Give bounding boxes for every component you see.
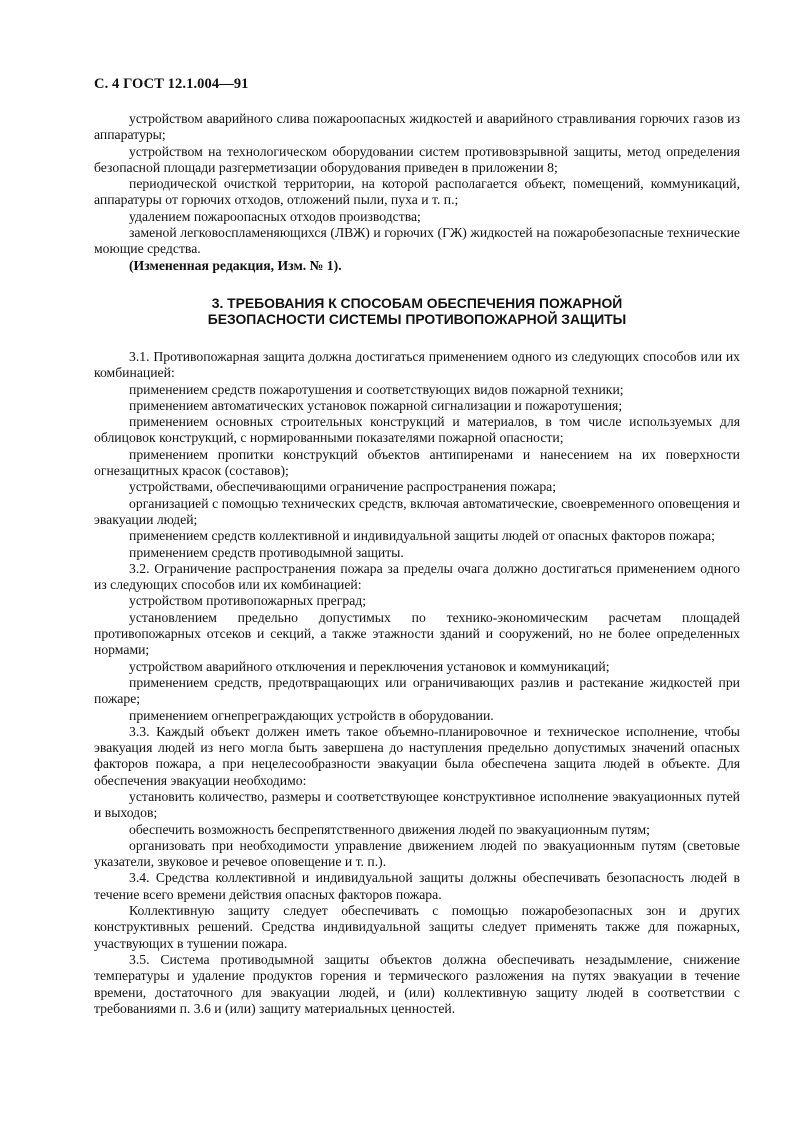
paragraph: применением пропитки конструкций объектов антипиренами и нанесением на их поверхности огнезащитных красок (составов); [94, 446, 740, 479]
section-title-line-2: БЕЗОПАСНОСТИ СИСТЕМЫ ПРОТИВОПОЖАРНОЙ ЗАЩИТЫ [207, 310, 627, 327]
paragraph: применением средств, предотвращающих или ограничивающих разлив и растекание жидкостей при пожаре; [94, 674, 740, 707]
paragraph: удалением пожароопасных отходов производства; [129, 208, 421, 224]
paragraph: применением основных строительных конструкций и материалов, в том числе используемых для облицовок конструкций, с нормированными показателями пожарной опасности; [94, 414, 740, 446]
section-title [94, 295, 740, 327]
paragraph: применением средств противодымной защиты. [129, 544, 404, 560]
paragraph: периодической очисткой территории, на которой располагается объект, помещений, коммуникаций, аппаратуры от горючих отходов, отложений пыли, пуха и т. п.; [94, 176, 740, 208]
paragraph: устройствами, обеспечивающими ограничение распространения пожара; [129, 479, 557, 495]
section-title-line-1: 3. ТРЕБОВАНИЯ К СПОСОБАМ ОБЕСПЕЧЕНИЯ ПОЖАРНОЙ [211, 294, 623, 311]
paragraph: заменой легковоспламеняющихся (ЛВЖ) и горючих (ГЖ) жидкостей на пожаробезопасные технические моющие средства. [94, 225, 740, 257]
paragraph: устройством аварийного слива пожароопасных жидкостей и аварийного стравливания горючих газов из аппаратуры; [94, 111, 740, 143]
paragraph: устройством аварийного отключения и переключения установок и коммуникаций; [129, 658, 610, 674]
paragraph: 3.5. Система противодымной защиты объектов должна обеспечивать незадымление, снижение температуры и удаление продуктов горения и термического разложения на путях эвакуации в течение времени, достаточного для эвакуации людей, и (или) коллективную защиту людей в соответствии с требованиями п. 3.6 и (или) защиту материальных ценностей. [94, 951, 740, 1016]
paragraph: применением автоматических установок пожарной сигнализации и пожаротушения; [129, 397, 623, 413]
paragraph: 3.4. Средства коллективной и индивидуальной защиты должны обеспечивать безопасность людей в течение всего времени действия опасных факторов пожара. [94, 870, 740, 902]
document-body [94, 111, 740, 1017]
paragraph: устройством на технологическом оборудовании систем противовзрывной защиты, метод определения безопасной площади разгерметизации оборудования приведен в приложении 8; [94, 143, 740, 175]
paragraph: организовать при необходимости управление движением людей по эвакуационным путям (световые указатели, звуковое и речевое оповещение и т. п.). [94, 837, 740, 870]
paragraph: обеспечить возможность беспрепятственного движения людей по эвакуационным путям; [129, 821, 650, 837]
paragraph: организацией с помощью технических средств, включая автоматические, своевременного оповещения и эвакуации людей; [94, 495, 740, 527]
paragraph: применением огнепреграждающих устройств в оборудовании. [129, 707, 494, 723]
paragraph: применением средств пожаротушения и соответствующих видов пожарной техники; [129, 381, 624, 397]
paragraph: применением средств коллективной и индивидуальной защиты людей от опасных факторов пожара; [129, 528, 715, 544]
paragraph: 3.1. Противопожарная защита должна достигаться применением одного из следующих способов или их комбинацией: [94, 348, 740, 381]
paragraph: 3.3. Каждый объект должен иметь такое объемно-планировочное и техническое исполнение, чтобы эвакуация людей из него могла быть завершена до наступления предельно допустимых значений опасных факторов пожара, а при нецелесообразности эвакуации была обеспечена защита людей в объекте. Для обеспечения эвакуации необходимо: [94, 723, 740, 788]
paragraph: устройством противопожарных преград; [129, 593, 367, 609]
paragraph: 3.2. Ограничение распространения пожара за пределы очага должно достигаться применением одного из следующих способов или их комбинацией: [94, 560, 740, 593]
page-header: С. 4 ГОСТ 12.1.004—91 [94, 76, 249, 92]
revision-note: (Измененная редакция, Изм. № 1). [129, 257, 342, 273]
paragraph: установлением предельно допустимых по технико-экономическим расчетам площадей противопожарных отсеков и секций, а также этажности зданий и сооружений, но не более определенных нормами; [94, 609, 740, 658]
paragraph: Коллективную защиту следует обеспечивать с помощью пожаробезопасных зон и других конструктивных решений. Средства индивидуальной защиты следует применять также для пожарных, участвующих в тушении пожара. [94, 903, 740, 951]
paragraph: установить количество, размеры и соответствующее конструктивное исполнение эвакуационных путей и выходов; [94, 788, 740, 821]
